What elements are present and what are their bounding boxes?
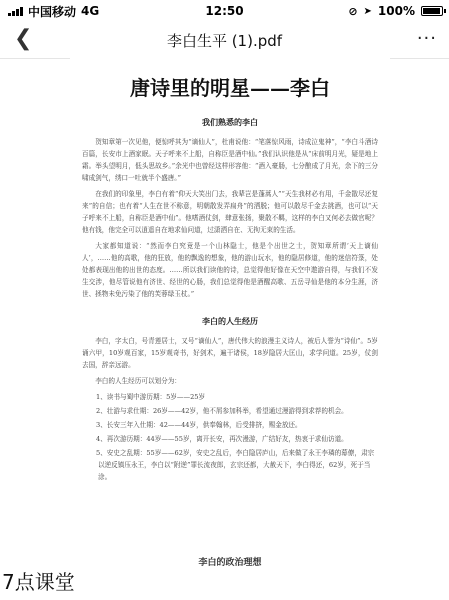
paragraph: 贺知章第一次见他，便惊呼其为“谪仙人”，杜甫说他：“笔落惊风雨，诗成泣鬼神”，“李白斗酒诗百篇，长安市上酒家眠。天子呼来不上船，自称臣是酒中仙。”我们认识他是从“床前明月光，疑是地上霜。举头望明月，低头思故乡。”余光中也曾经这样形容他：“酒入豪肠，七分酿成了月光，余下的三分啸成剑气，绣口一吐就半个盛唐。” [82, 138, 378, 182]
watermark: 7点课堂 [2, 570, 75, 594]
carrier-label: 中国移动 [28, 4, 77, 19]
paragraph: 李白的人生经历可以划分为： [95, 377, 181, 385]
list-item: 5、安史之乱期：55岁——62岁，安史之乱后，李白隐居庐山，后来做了永王李璘的幕僚，肃宗以逆反镇压永王，李白以“附逆”罪长流夜郎，玄宗还都，大赦天下，李白得还，62岁，死于当涂。 [96, 449, 375, 481]
status-time: 12:50 [205, 4, 244, 18]
chevron-left-icon[interactable]: ❮ [14, 26, 33, 51]
network-label: 4G [81, 4, 100, 18]
battery-percent: 100% [377, 4, 415, 18]
paragraph: 大家都知道说：“然而李白究竟是一个山林隐士，他是个出世之士，贺知章所谓‘天上谪仙人’，……他的高歌，他的狂放，他的飘逸的想象，他的游山玩水，他的隐居修道，他的迷信符箓，处处都表现出他的出世的态度。……所以我们读他的诗，总觉得他好像在天空中遨游自得，与我们不发生交涉，他尽管说他有济世、经世的心肠，我们总觉得他是酒醒高歌、五岳寻仙是他的本分生涯，济世、拯物未免污染了他的芙蓉绿玉杖。” [82, 242, 378, 298]
more-options-icon[interactable]: ··· [416, 28, 437, 49]
alarm-icon: ⊘ [348, 4, 358, 18]
section-heading: 李白的政治理想 [198, 558, 262, 568]
list-item: 2、壮游与求仕期：26岁——42岁，他不屑参加科举，希望通过漫游得到求荐的机会。 [96, 407, 348, 415]
battery-icon [421, 6, 443, 16]
list-item: 1、读书与蜀中游历期：5岁——25岁 [96, 393, 206, 401]
paragraph: 在我们的印象里，李白有着“仰天大笑出门去，我辈岂是蓬蒿人”“天生我材必有用，千金散尽还复来”的自信；也有着“人生在世不称意，明朝散发弄扁舟”的洒脱；他可以散尽千金去挑酒，也可以“天子呼来不上船，自称臣是酒中仙”。他嗜酒仗剑，肆意张扬，聚散不羁，这样的李白又何必去做官呢？他有钱，他完全可以逍遥自在地求仙问道，过潇洒自在、无拘无束的生活。 [82, 190, 378, 234]
section-heading: 李白的人生经历 [202, 316, 258, 326]
pdf-page[interactable] [70, 58, 390, 582]
location-icon: ➤ [363, 5, 372, 17]
nav-bar [0, 22, 449, 59]
page-title: 李白生平 (1).pdf [166, 31, 283, 50]
list-item: 4、再次游历期：44岁——55岁，离开长安，再次漫游，广结好友，热衷于求仙访道。 [96, 435, 348, 443]
paragraph: 李白，字太白，号青莲居士，又号“谪仙人”，唐代伟大的浪漫主义诗人，被后人誉为“诗仙”。5岁诵六甲，10岁观百家，15岁观奇书，好剑术，遍干诸侯，18岁隐居大匡山，求学问道。25岁，仗剑去国，辞亲远游。 [82, 337, 378, 369]
status-bar [0, 0, 449, 22]
section-heading: 我们熟悉的李白 [202, 117, 258, 127]
document-title: 唐诗里的明星——李白 [130, 76, 330, 100]
list-item: 3、长安三年入仕期：42——44岁，供奉翰林，后受排挤，赐金放还。 [96, 421, 302, 429]
